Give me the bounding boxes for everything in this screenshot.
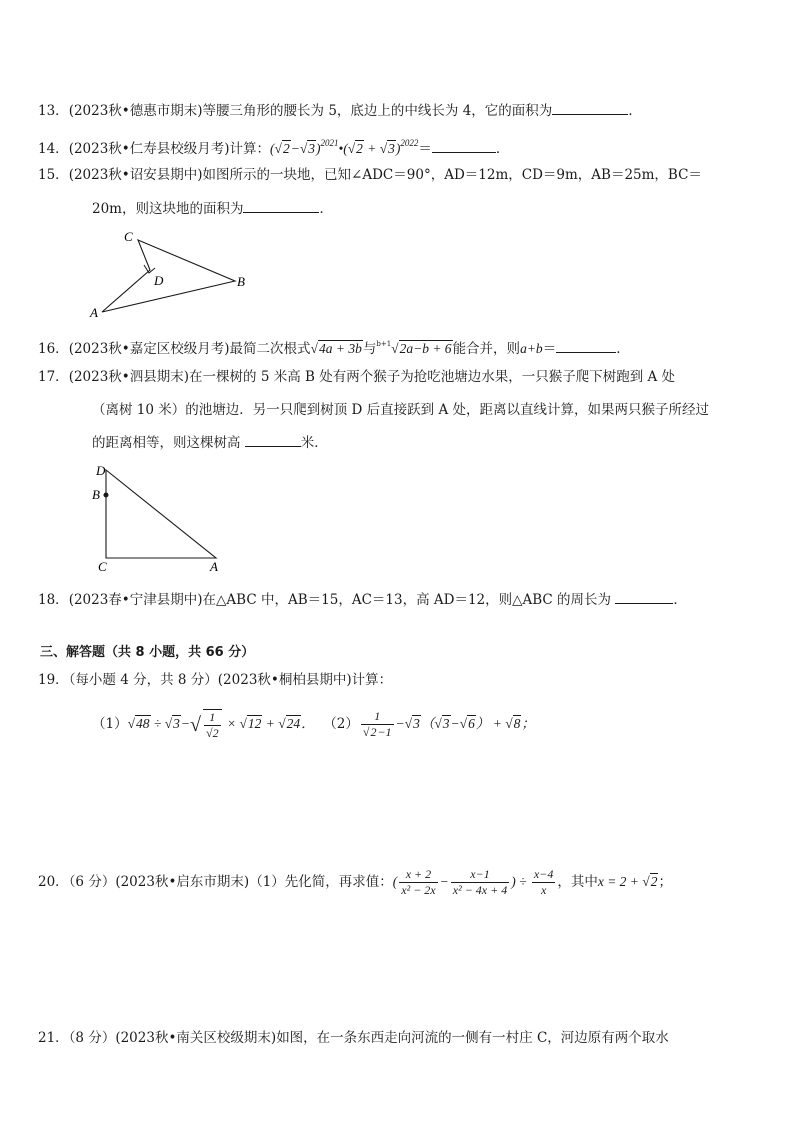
answer-blank[interactable] <box>615 589 673 604</box>
label-B: B <box>92 487 100 502</box>
question-20: 20．（6 分）(2023秋•启东市期末)（1）先化简，再求值：( $\frac{x + 2}{\text{x² − 2x}}$ − $\frac{x-1}{\text{x² − 4x + 4}}$ ) ÷ $\frac{x-4}{x}$ ，其中x = 2 + √2； <box>38 867 672 898</box>
question-score: （每小题 4 分，共 8 分） <box>68 672 218 688</box>
question-number: 13． <box>38 103 69 119</box>
label-D: D <box>96 463 106 478</box>
label-D: D <box>154 273 164 288</box>
question-15-line1 <box>38 165 702 185</box>
question-19: 19．（每小题 4 分，共 8 分）(2023秋•桐柏县期中)计算： <box>38 672 393 688</box>
label-A: A <box>210 559 218 574</box>
question-14: 14．(2023秋•仁寿县校级月考)计算：$(√2-√3)^{2021}•(√2 + √3)^{2022}=$ ． <box>38 138 510 157</box>
question-score: （8 分） <box>68 1030 116 1046</box>
question-source: (2023秋•桐柏县期中) <box>217 672 352 688</box>
question-number: 18． <box>38 592 69 608</box>
question-21: 21．（8 分）(2023秋•南关区校级期末)如图，在一条东西走向河流的一侧有一村庄 C，河边原有两个取水 <box>38 1030 669 1046</box>
right-triangle-shape <box>106 470 216 558</box>
question-19-expressions: （1）√48 ÷ √3−√ $\frac{1}{√2}$ × √12 + √24． （2） $\frac{1}{√2-1}$ −√3（√3−√6） + √8； <box>92 709 535 740</box>
quadrilateral-shape <box>102 240 235 312</box>
question-source: (2023秋•启东市期末) <box>115 874 250 890</box>
point-B <box>104 493 109 498</box>
question-source: (2023秋•泗县期末) <box>68 369 190 385</box>
question-number: 16． <box>38 341 69 357</box>
question-text: 等腰三角形的腰长为 5，底边上的中线长为 4，它的面积为 <box>202 103 553 119</box>
radical-1: √4a + 3b <box>310 341 362 356</box>
label-C: C <box>98 559 107 574</box>
answer-blank[interactable] <box>245 432 301 447</box>
question-source: (2023秋•诏安县期中) <box>68 167 203 183</box>
label-B: B <box>237 274 245 289</box>
question-number: 15． <box>38 167 69 183</box>
question-17-line2: （离树 10 米）的池塘边．另一只爬到树顶 D 后直接跃到 A 处，距离以直线计算，如果两只猴子所经过 <box>92 402 709 418</box>
label-C: C <box>124 229 133 244</box>
question-number: 19． <box>38 672 69 688</box>
radical-2: √2a−b + 6 <box>391 341 452 356</box>
question-text: 如图所示的一块地，已知∠ADC＝90°，AD＝12m，CD＝9m，AB＝25m，BC＝ <box>202 167 702 183</box>
question-score: （6 分） <box>68 874 116 890</box>
question-source: (2023秋•嘉定区校级月考) <box>68 341 230 357</box>
question-17-line3: 的距离相等，则这棵树高 米． <box>92 432 328 453</box>
expression: ( $\frac{x + 2}{\text{x² − 2x}}$ − $\frac{x-1}{\text{x² − 4x + 4}}$ ) ÷ $\frac{x-4}{x}$ <box>392 867 554 898</box>
question-16: 16．(2023秋•嘉定区校级月考)最简二次根式√4a + 3b与$^{b+1}$√2a−b + 6能合并，则a+b＝ ． <box>38 340 630 357</box>
question-13: 13．(2023秋•德惠市期末)等腰三角形的腰长为 5，底边上的中线长为 4，它的面积为 ． <box>38 100 642 121</box>
question-17-line1: 17．(2023秋•泗县期末)在一棵树的 5 米高 B 处有两个猴子为抢吃池塘边水果，一只猴子爬下树跑到 A 处 <box>38 369 676 385</box>
question-source: (2023秋•德惠市期末) <box>68 103 203 119</box>
question-number: 14． <box>38 141 69 157</box>
label-A: A <box>90 305 98 320</box>
answer-blank[interactable] <box>432 138 496 153</box>
question-number: 21． <box>38 1030 69 1046</box>
figure-q17-triangle <box>88 460 238 578</box>
answer-blank[interactable] <box>243 198 319 213</box>
question-18: 18．(2023春•宁津县期中)在△ABC 中，AB＝15，AC＝13，高 AD＝12，则△ABC 的周长为 ． <box>38 589 687 610</box>
figure-q15-quadrilateral <box>80 225 270 325</box>
question-15-line2: 20m，则这块地的面积为 ． <box>92 198 333 219</box>
answer-blank[interactable] <box>556 338 616 353</box>
section-heading: 三、解答题（共 8 小题，共 66 分） <box>40 645 255 660</box>
expression: $(√2-√3)^{2021}•(√2 + √3)^{2022}$ <box>270 138 419 156</box>
question-source: (2023春•宁津县期中) <box>68 592 203 608</box>
question-number: 17． <box>38 369 69 385</box>
expression-2: $\frac{1}{√2-1}$ −√3（√3−√6） + √8； <box>362 709 535 740</box>
expression-1: √48 ÷ √3−√ $\frac{1}{√2}$ × √12 + √24． <box>127 709 315 740</box>
question-source: (2023秋•仁寿县校级月考) <box>68 141 230 157</box>
question-source: (2023秋•南关区校级期末) <box>115 1030 277 1046</box>
question-number: 20． <box>38 874 69 890</box>
question-text: 计算： <box>229 141 271 157</box>
answer-blank[interactable] <box>552 100 628 115</box>
